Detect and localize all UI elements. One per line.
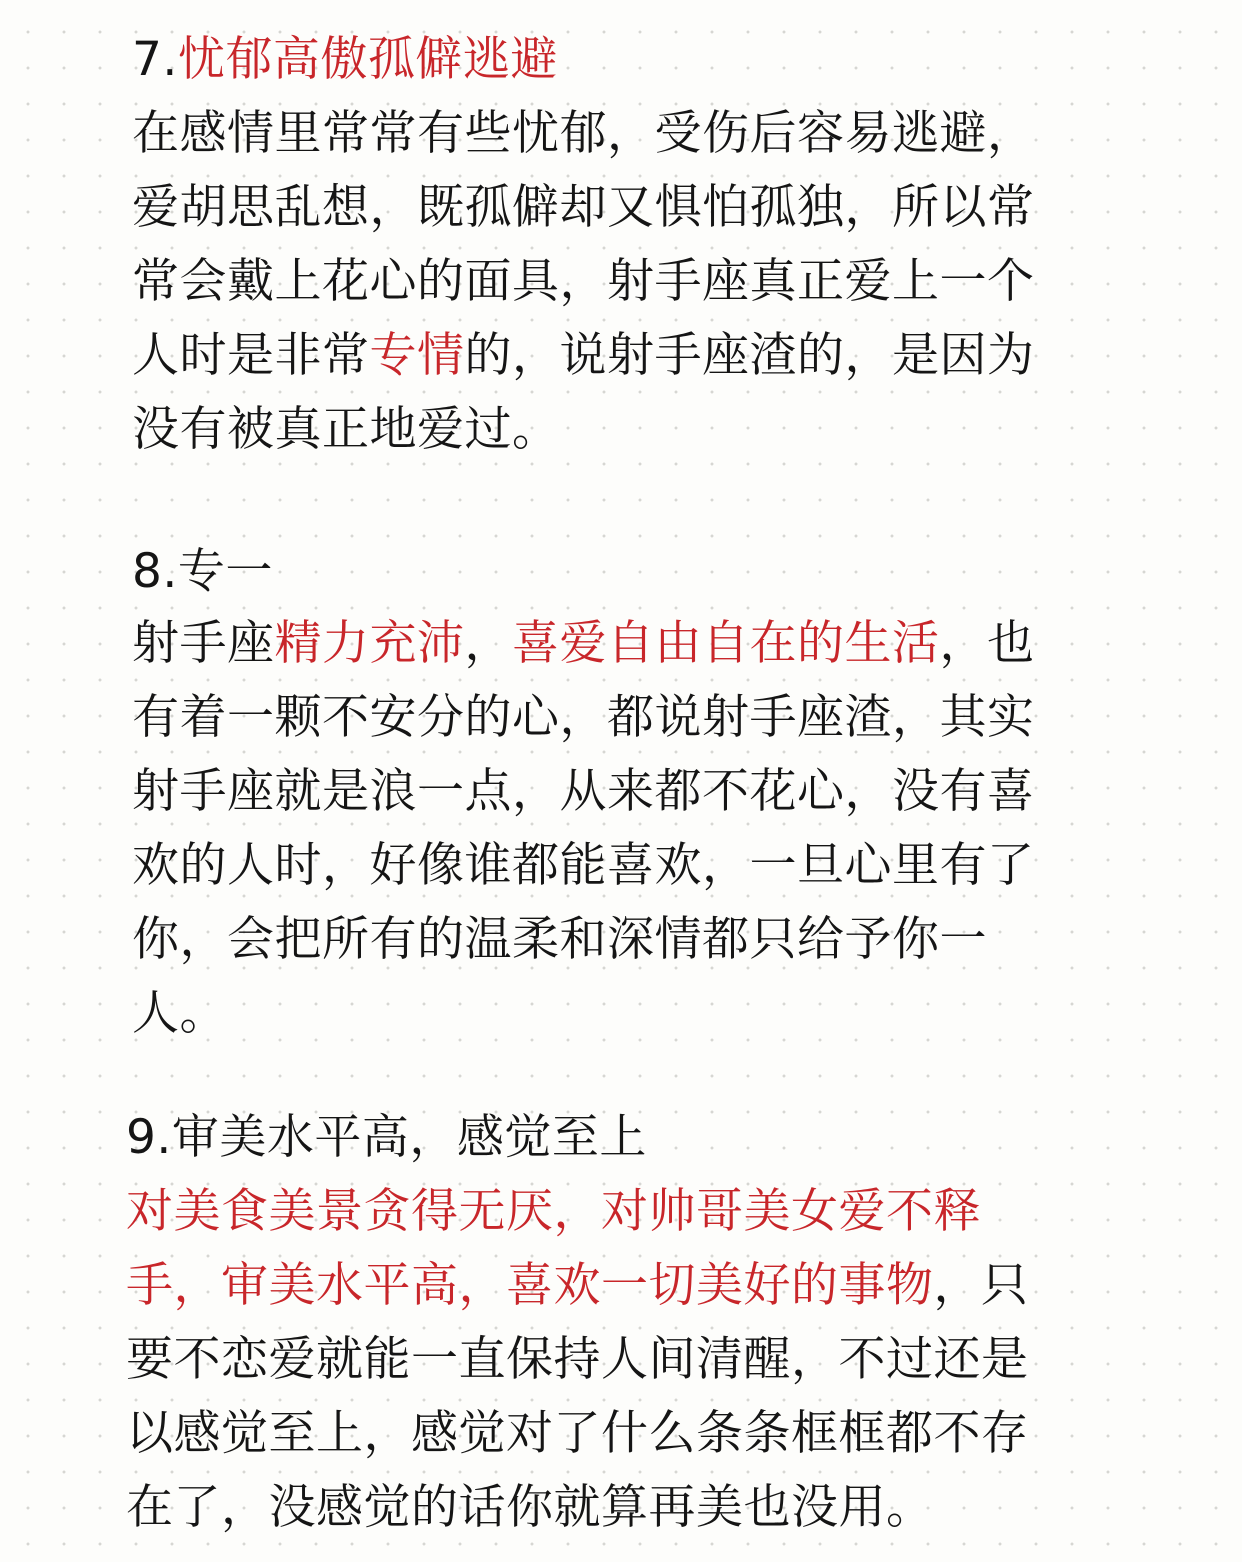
highlighted-text: 对美食美景贪得无厌，对帅哥美女爱不释 [126, 1184, 981, 1239]
paragraph-line [126, 1182, 981, 1242]
text-run: 有着一颗不安分的心，都说射手座渣，其实 [132, 690, 1035, 745]
text-run: 要不恋爱就能一直保持人间清醒，不过还是 [126, 1332, 1029, 1387]
section-heading [132, 542, 273, 602]
text-run: 射手座就是浪一点，从来都不花心，没有喜 [132, 764, 1035, 819]
highlighted-text: 手，审美水平高，喜欢一切美好的事物 [126, 1258, 934, 1313]
paragraph-line [126, 1256, 1029, 1316]
text-run: 射手座 [132, 616, 275, 671]
paragraph-line [126, 1404, 1029, 1464]
paragraph-line [132, 762, 1035, 822]
text-run: ，只 [933, 1258, 1029, 1313]
paragraph-line [132, 836, 1035, 896]
text-run: 在了，没感觉的话你就算再美也没用。 [126, 1480, 934, 1535]
section-title: 忧郁高傲孤僻逃避 [177, 32, 558, 87]
text-run: 人。 [132, 986, 227, 1041]
text-run: 在感情里常常有些忧郁，受伤后容易逃避， [132, 106, 1035, 161]
paragraph-line [132, 178, 1035, 238]
paragraph-line [132, 984, 227, 1044]
text-run: 常会戴上花心的面具，射手座真正爱上一个 [132, 254, 1035, 309]
section-title: 专一 [177, 544, 273, 599]
paragraph-line [132, 910, 987, 970]
text-run: 以感觉至上，感觉对了什么条条框框都不存 [126, 1406, 1029, 1461]
text-run: 欢的人时，好像谁都能喜欢，一旦心里有了 [132, 838, 1035, 893]
text-run: 没有被真正地爱过。 [132, 402, 560, 457]
section-number: 9. [126, 1110, 172, 1165]
paragraph-line [132, 326, 1035, 386]
section-heading [132, 30, 558, 90]
text-run: 爱胡思乱想，既孤僻却又惧怕孤独，所以常 [132, 180, 1035, 235]
paragraph-line [132, 252, 1035, 312]
paragraph-line [132, 104, 1035, 164]
text-run: ，也 [939, 616, 1035, 671]
section-heading [126, 1108, 647, 1168]
section-number: 8. [132, 544, 178, 599]
highlighted-text: 精力充沛 [274, 616, 465, 671]
highlighted-text: 专情 [369, 328, 465, 383]
text-run: 人时是非常 [132, 328, 370, 383]
text-run: 你，会把所有的温柔和深情都只给予你一 [132, 912, 987, 967]
paragraph-line [126, 1330, 1029, 1390]
paragraph-line [132, 688, 1035, 748]
paragraph-line [126, 1478, 934, 1538]
section-title: 审美水平高，感觉至上 [171, 1110, 647, 1165]
paragraph-line [132, 614, 1035, 674]
text-run: 的，说射手座渣的，是因为 [464, 328, 1035, 383]
paragraph-line [132, 400, 560, 460]
highlighted-text: 喜爱自由自在的生活 [512, 616, 940, 671]
text-run: ， [464, 616, 512, 671]
section-number: 7. [132, 32, 178, 87]
